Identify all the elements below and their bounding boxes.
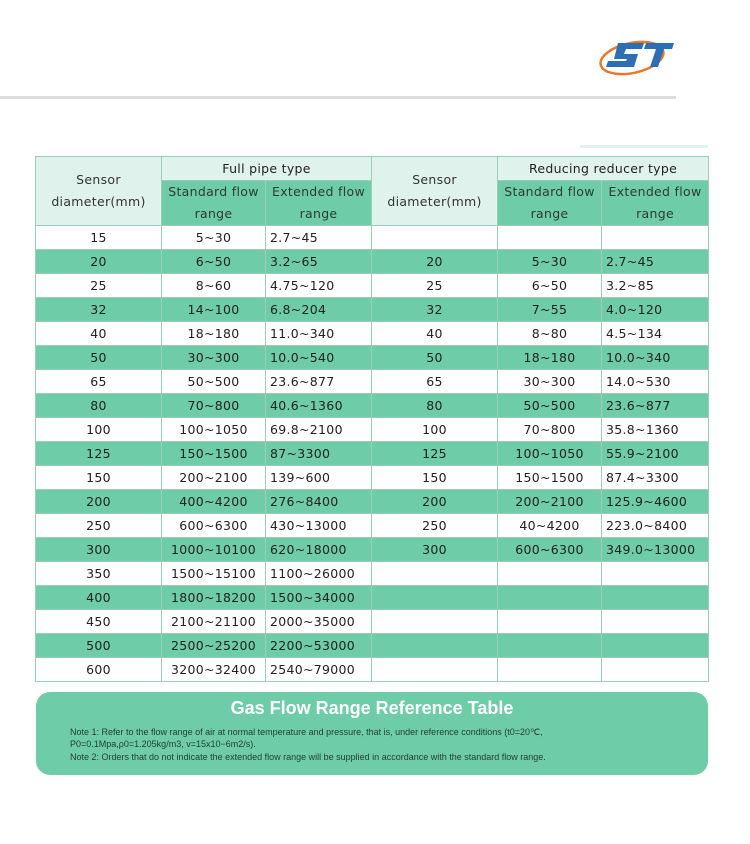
cell-reducing-extended: 23.6~877 — [602, 394, 709, 418]
cell-reducing-standard: 70~800 — [498, 418, 602, 442]
header-full-standard: Standard flow range — [162, 181, 266, 226]
cell-full-extended: 3.2~65 — [266, 250, 372, 274]
cell-full-extended: 2.7~45 — [266, 226, 372, 250]
cell-full-extended: 2540~79000 — [266, 658, 372, 682]
cell-full-standard: 18~180 — [162, 322, 266, 346]
cell-reducing-standard: 30~300 — [498, 370, 602, 394]
table-row — [36, 562, 709, 586]
table-row — [36, 298, 709, 322]
cell-reducing-diameter: 40 — [372, 322, 498, 346]
cell-reducing-extended — [602, 610, 709, 634]
header-reducing-reducer-type: Reducing reducer type — [498, 157, 709, 181]
cell-reducing-standard: 100~1050 — [498, 442, 602, 466]
cell-reducing-extended: 4.0~120 — [602, 298, 709, 322]
cell-reducing-standard — [498, 634, 602, 658]
cell-full-extended: 139~600 — [266, 466, 372, 490]
st-logo-icon — [596, 33, 680, 79]
cell-full-standard: 6~50 — [162, 250, 266, 274]
cell-reducing-diameter: 250 — [372, 514, 498, 538]
cell-reducing-extended: 223.0~8400 — [602, 514, 709, 538]
cell-reducing-diameter: 80 — [372, 394, 498, 418]
cell-full-extended: 620~18000 — [266, 538, 372, 562]
cell-reducing-extended: 125.9~4600 — [602, 490, 709, 514]
cell-reducing-extended — [602, 634, 709, 658]
cell-reducing-diameter: 300 — [372, 538, 498, 562]
table-row — [36, 370, 709, 394]
header-reducing-standard: Standard flow range — [498, 181, 602, 226]
cell-full-extended: 4.75~120 — [266, 274, 372, 298]
cell-reducing-extended — [602, 562, 709, 586]
cell-full-standard: 14~100 — [162, 298, 266, 322]
cell-full-standard: 400~4200 — [162, 490, 266, 514]
cell-full-standard: 200~2100 — [162, 466, 266, 490]
cell-reducing-extended: 55.9~2100 — [602, 442, 709, 466]
header-reducing-extended: Extended flow range — [602, 181, 709, 226]
header-full-extended: Extended flow range — [266, 181, 372, 226]
cell-diameter: 500 — [36, 634, 162, 658]
cell-diameter: 25 — [36, 274, 162, 298]
cell-reducing-extended — [602, 226, 709, 250]
cell-reducing-extended — [602, 658, 709, 682]
header-full-pipe-type: Full pipe type — [162, 157, 372, 181]
cell-reducing-diameter: 65 — [372, 370, 498, 394]
table-row — [36, 418, 709, 442]
table-row — [36, 538, 709, 562]
cell-reducing-diameter: 200 — [372, 490, 498, 514]
cell-reducing-standard: 6~50 — [498, 274, 602, 298]
cell-reducing-diameter: 25 — [372, 274, 498, 298]
table-row — [36, 394, 709, 418]
cell-reducing-diameter: 150 — [372, 466, 498, 490]
cell-full-standard: 600~6300 — [162, 514, 266, 538]
cell-full-standard: 30~300 — [162, 346, 266, 370]
cell-reducing-standard: 50~500 — [498, 394, 602, 418]
notes-title: Gas Flow Range Reference Table — [230, 698, 514, 718]
cell-full-standard: 100~1050 — [162, 418, 266, 442]
cell-reducing-diameter — [372, 586, 498, 610]
notes-panel — [36, 692, 708, 775]
cell-reducing-diameter: 32 — [372, 298, 498, 322]
cell-reducing-extended: 349.0~13000 — [602, 538, 709, 562]
cell-full-extended: 6.8~204 — [266, 298, 372, 322]
cell-reducing-standard: 18~180 — [498, 346, 602, 370]
accent-divider — [580, 145, 708, 148]
cell-reducing-standard — [498, 610, 602, 634]
cell-reducing-extended: 4.5~134 — [602, 322, 709, 346]
cell-diameter: 65 — [36, 370, 162, 394]
cell-full-extended: 276~8400 — [266, 490, 372, 514]
cell-reducing-diameter — [372, 610, 498, 634]
table-row — [36, 322, 709, 346]
cell-diameter: 32 — [36, 298, 162, 322]
cell-diameter: 450 — [36, 610, 162, 634]
table-row — [36, 274, 709, 298]
cell-full-extended: 2000~35000 — [266, 610, 372, 634]
table-row — [36, 658, 709, 682]
cell-reducing-diameter — [372, 562, 498, 586]
company-logo — [596, 33, 680, 79]
cell-diameter: 15 — [36, 226, 162, 250]
cell-diameter: 100 — [36, 418, 162, 442]
cell-full-extended: 40.6~1360 — [266, 394, 372, 418]
cell-reducing-standard: 150~1500 — [498, 466, 602, 490]
cell-reducing-standard: 200~2100 — [498, 490, 602, 514]
cell-full-extended: 87~3300 — [266, 442, 372, 466]
cell-diameter: 300 — [36, 538, 162, 562]
cell-reducing-extended — [602, 586, 709, 610]
cell-diameter: 200 — [36, 490, 162, 514]
cell-reducing-extended: 14.0~530 — [602, 370, 709, 394]
cell-full-extended: 1500~34000 — [266, 586, 372, 610]
cell-diameter: 250 — [36, 514, 162, 538]
cell-full-extended: 2200~53000 — [266, 634, 372, 658]
table-row — [36, 346, 709, 370]
cell-full-standard: 1500~15100 — [162, 562, 266, 586]
cell-full-extended: 10.0~540 — [266, 346, 372, 370]
cell-reducing-diameter — [372, 226, 498, 250]
cell-reducing-standard: 8~80 — [498, 322, 602, 346]
cell-reducing-standard: 5~30 — [498, 250, 602, 274]
cell-full-standard: 5~30 — [162, 226, 266, 250]
cell-reducing-extended: 2.7~45 — [602, 250, 709, 274]
note-2: Note 2: Orders that do not indicate the extended flow range will be supplied in accordance with the standard flow range. — [70, 752, 546, 762]
cell-full-standard: 2100~21100 — [162, 610, 266, 634]
table-row — [36, 610, 709, 634]
cell-reducing-diameter — [372, 634, 498, 658]
table-row — [36, 586, 709, 610]
cell-reducing-extended: 3.2~85 — [602, 274, 709, 298]
cell-full-standard: 2500~25200 — [162, 634, 266, 658]
cell-reducing-standard — [498, 562, 602, 586]
cell-full-standard: 3200~32400 — [162, 658, 266, 682]
table-row — [36, 466, 709, 490]
cell-full-extended: 23.6~877 — [266, 370, 372, 394]
cell-diameter: 350 — [36, 562, 162, 586]
note-1-line-2: P0=0.1Mpa,ρ0=1.205kg/m3, v=15x10−6m2/s). — [70, 739, 256, 749]
cell-reducing-standard — [498, 226, 602, 250]
cell-diameter: 20 — [36, 250, 162, 274]
cell-diameter: 150 — [36, 466, 162, 490]
cell-diameter: 50 — [36, 346, 162, 370]
cell-reducing-standard: 40~4200 — [498, 514, 602, 538]
cell-diameter: 125 — [36, 442, 162, 466]
table-row — [36, 634, 709, 658]
cell-full-standard: 1800~18200 — [162, 586, 266, 610]
cell-diameter: 80 — [36, 394, 162, 418]
cell-reducing-diameter: 20 — [372, 250, 498, 274]
cell-full-standard: 150~1500 — [162, 442, 266, 466]
cell-reducing-extended: 10.0~340 — [602, 346, 709, 370]
cell-reducing-standard: 7~55 — [498, 298, 602, 322]
header-sensor-diameter-reducing: Sensor diameter(mm) — [372, 157, 498, 226]
cell-reducing-diameter: 125 — [372, 442, 498, 466]
cell-diameter: 40 — [36, 322, 162, 346]
cell-reducing-diameter: 50 — [372, 346, 498, 370]
cell-diameter: 400 — [36, 586, 162, 610]
table-row — [36, 226, 709, 250]
cell-full-standard: 1000~10100 — [162, 538, 266, 562]
cell-full-extended: 69.8~2100 — [266, 418, 372, 442]
cell-full-standard: 70~800 — [162, 394, 266, 418]
cell-full-extended: 1100~26000 — [266, 562, 372, 586]
cell-full-extended: 430~13000 — [266, 514, 372, 538]
cell-reducing-standard: 600~6300 — [498, 538, 602, 562]
cell-reducing-diameter: 100 — [372, 418, 498, 442]
cell-full-standard: 8~60 — [162, 274, 266, 298]
header-sensor-diameter-full: Sensor diameter(mm) — [36, 157, 162, 226]
note-1-line-1: Note 1: Refer to the flow range of air at normal temperature and pressure, that is, under reference conditions (t0=20℃, — [70, 727, 543, 737]
table-row — [36, 442, 709, 466]
cell-reducing-standard — [498, 658, 602, 682]
table-row — [36, 250, 709, 274]
cell-reducing-standard — [498, 586, 602, 610]
cell-reducing-extended: 87.4~3300 — [602, 466, 709, 490]
table-row — [36, 514, 709, 538]
cell-diameter: 600 — [36, 658, 162, 682]
cell-reducing-diameter — [372, 658, 498, 682]
flow-range-table — [35, 156, 709, 682]
cell-full-standard: 50~500 — [162, 370, 266, 394]
header-divider — [0, 96, 676, 99]
table-row — [36, 490, 709, 514]
cell-full-extended: 11.0~340 — [266, 322, 372, 346]
cell-reducing-extended: 35.8~1360 — [602, 418, 709, 442]
